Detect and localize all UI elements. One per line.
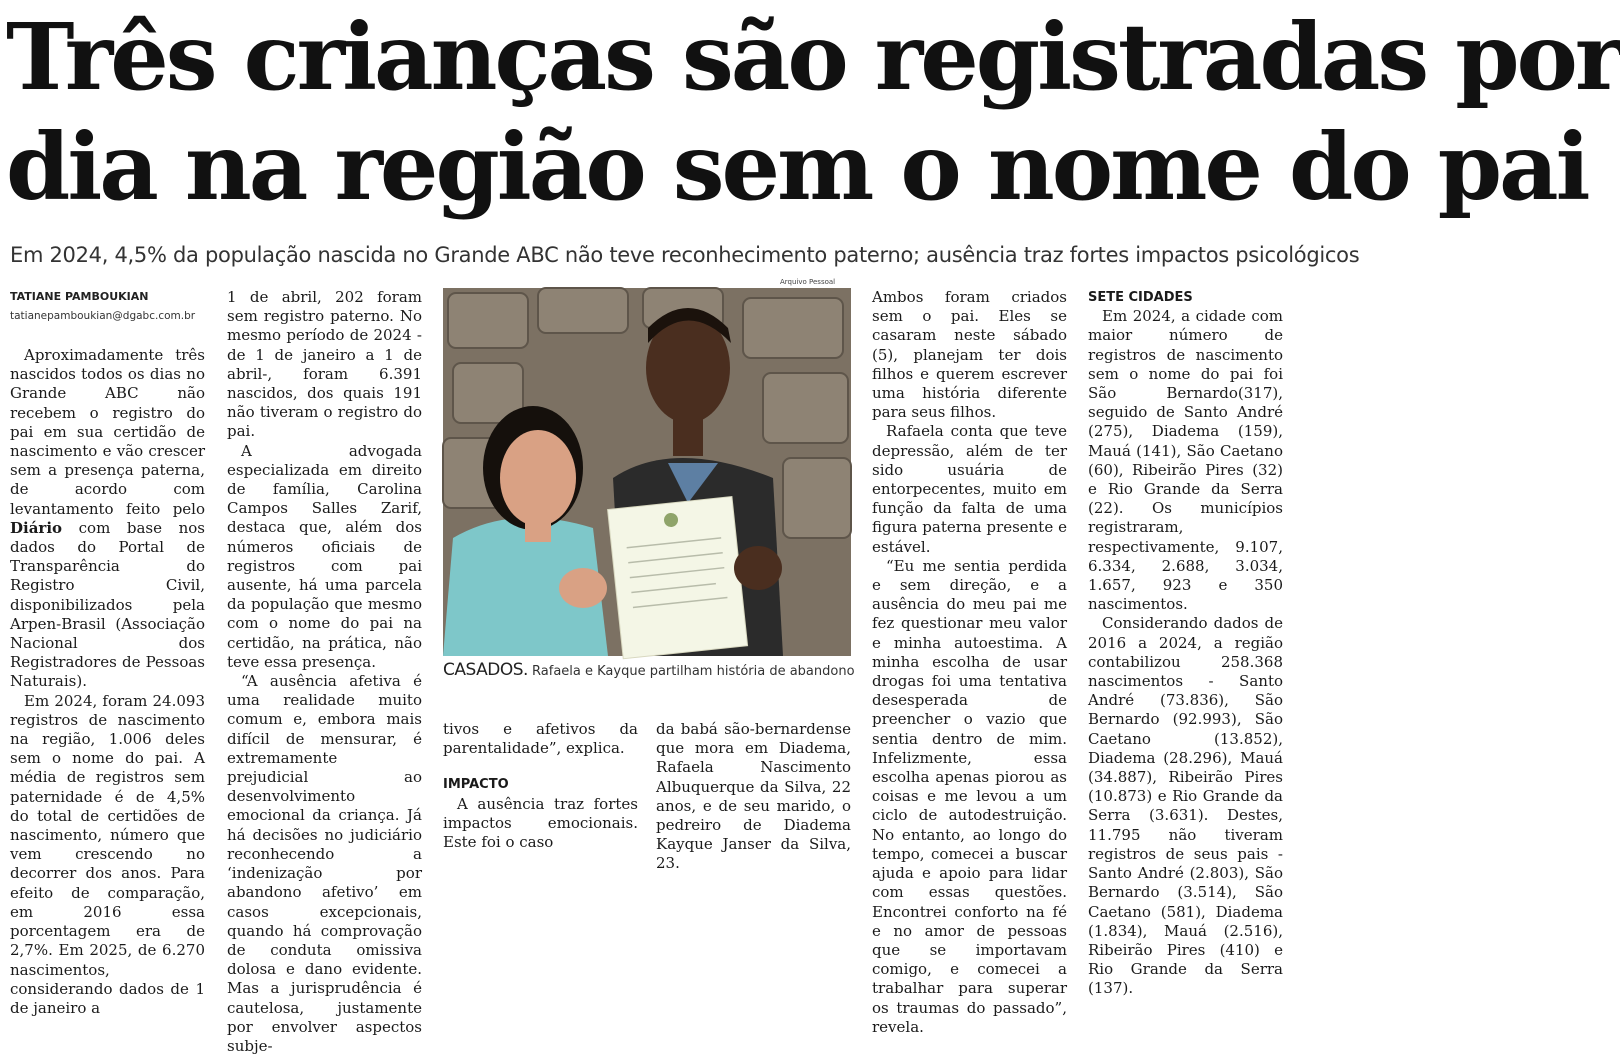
paragraph: Em 2024, foram 24.093 registros de nascimento na região, 1.006 deles sem o nome do pai. A média de registros sem paternidade é de 4,5% do total de certidões de nascimento, número que vem crescendo no decorrer dos anos. Para efeito de comparação, em 2016 essa porcentagem era de 2,7%. Em 2025, de 6.270 nascimentos, considerando dados de 1 de janeiro a (10, 691, 205, 1017)
caption-text: Rafaela e Kayque partilham história de abandono (527, 664, 855, 679)
paragraph: “A ausência afetiva é uma realidade muito comum e, embora mais difícil de mensurar, é extremamente prejudicial ao desenvolvimento emocional da criança. Já há decisões no judiciário reconhecendo a ‘indenização por abandono afetivo’ em casos excepcionais, quando há comprovação de conduta omissiva dolosa e dano evidente. Mas a jurisprudência é cautelosa, justamente por envolver aspectos subje- (227, 672, 422, 1055)
byline-author: TATIANE PAMBOUKIAN (10, 290, 149, 303)
article-column-3 (443, 720, 638, 852)
article-column-1 (10, 346, 205, 1018)
article-column-4 (656, 720, 851, 874)
headline-line-1: Três crianças são registradas por (6, 3, 1620, 111)
paragraph: A advogada especializada em direito de família, Carolina Campos Salles Zarif, destaca que, além dos números oficiais de registros com pai ausente, há uma parcela da população que mesmo com o nome do pai na certidão, na prática, não teve essa presença. (227, 441, 422, 671)
paragraph: “Eu me sentia perdida e sem direção, e a ausência do meu pai me fez questionar meu valor e minha autoestima. A minha escolha de usar drogas foi uma tentativa desesperada de preencher o vazio que sentia dentro de mim. Infelizmente, essa escolha apenas piorou as coisas e me levou a um ciclo de autodestruição. No entanto, ao longo do tempo, comecei a buscar ajuda e apoio para lidar com essas questões. Encontrei conforto na fé e no amor de pessoas que se importavam comigo, e comecei a trabalhar para superar os traumas do passado”, revela. (872, 556, 1067, 1036)
headline (6, 2, 1620, 222)
photo-credit: Arquivo Pessoal (780, 278, 836, 286)
photo-caption (443, 660, 863, 680)
paragraph: Considerando dados de 2016 a 2024, a região contabilizou 258.368 nascimentos - Santo André (73.836), São Bernardo (92.993), São Caetano (13.852), Diadema (28.296), Mauá (34.887), Ribeirão Pires (10.873) e Rio Grande da Serra (3.631). Destes, 11.795 não tiveram registros de seus pais - Santo André (2.803), São Bernardo (3.514), São Caetano (581), Diadema (1.834), Mauá (2.516), Ribeirão Pires (410) e Rio Grande da Serra (137). (1088, 614, 1283, 998)
byline-email: tatianepamboukian@dgabc.com.br (10, 310, 196, 322)
couple-photo-illustration (443, 288, 851, 656)
paragraph: Ambos foram criados sem o pai. Eles se casaram neste sábado (5), planejam ter dois filhos e querem escrever uma história diferente para seus filhos. (872, 288, 1067, 422)
paragraph: 1 de abril, 202 foram sem registro paterno. No mesmo período de 2024 - de 1 de janeiro a 1 de abril-, foram 6.391 nascidos, dos quais 191 não tiveram o registro do pai. (227, 288, 422, 441)
paragraph: A ausência traz fortes impactos emocionais. Este foi o caso (443, 794, 638, 852)
paragraph: Rafaela conta que teve depressão, além de ter sido usuária de entorpecentes, muito em função da falta de uma figura paterna presente e estável. (872, 422, 1067, 556)
caption-lead: CASADOS. (443, 660, 528, 680)
article-column-6 (1088, 288, 1283, 999)
paragraph: Em 2024, a cidade com maior número de registros de nascimento sem o nome do pai foi São Bernardo(317), seguido de Santo André (275), Diadema (159), Mauá (141), São Caetano (60), Ribeirão Pires (32) e Rio Grande da Serra (22). Os municípios registraram, respectivamente, 9.107, 6.334, 2.688, 3.034, 1.657, 923 e 350 nascimentos. (1088, 307, 1283, 614)
paragraph: da babá são-bernardense que mora em Diadema, Rafaela Nascimento Albuquerque da Silva, 22 anos, e de seu marido, o pedreiro de Diadema Kayque Janser da Silva, 23. (656, 720, 851, 873)
headline-line-2: dia na região sem o nome do pai (6, 113, 1588, 221)
section-heading-impacto: IMPACTO (443, 777, 509, 793)
article-column-5 (872, 288, 1067, 1037)
paragraph: tivos e afetivos da parentalidade”, explica. (443, 720, 638, 758)
paragraph: Aproximadamente três nascidos todos os dias no Grande ABC não recebem o registro do pai em sua certidão de nascimento e vão crescer sem a presença paterna, de acordo com levantamento feito pelo Diário com base nos dados do Portal de Transparência do Registro Civil, disponibilizados pela Arpen-Brasil (Associação Nacional dos Registradores de Pessoas Naturais). (10, 346, 205, 691)
article-column-2 (227, 288, 422, 1056)
couple-photo (443, 288, 851, 656)
subheadline: Em 2024, 4,5% da população nascida no Grande ABC não teve reconhecimento paterno; ausência traz fortes impactos psicológicos (10, 243, 1360, 267)
section-heading-sete-cidades: SETE CIDADES (1088, 290, 1193, 305)
